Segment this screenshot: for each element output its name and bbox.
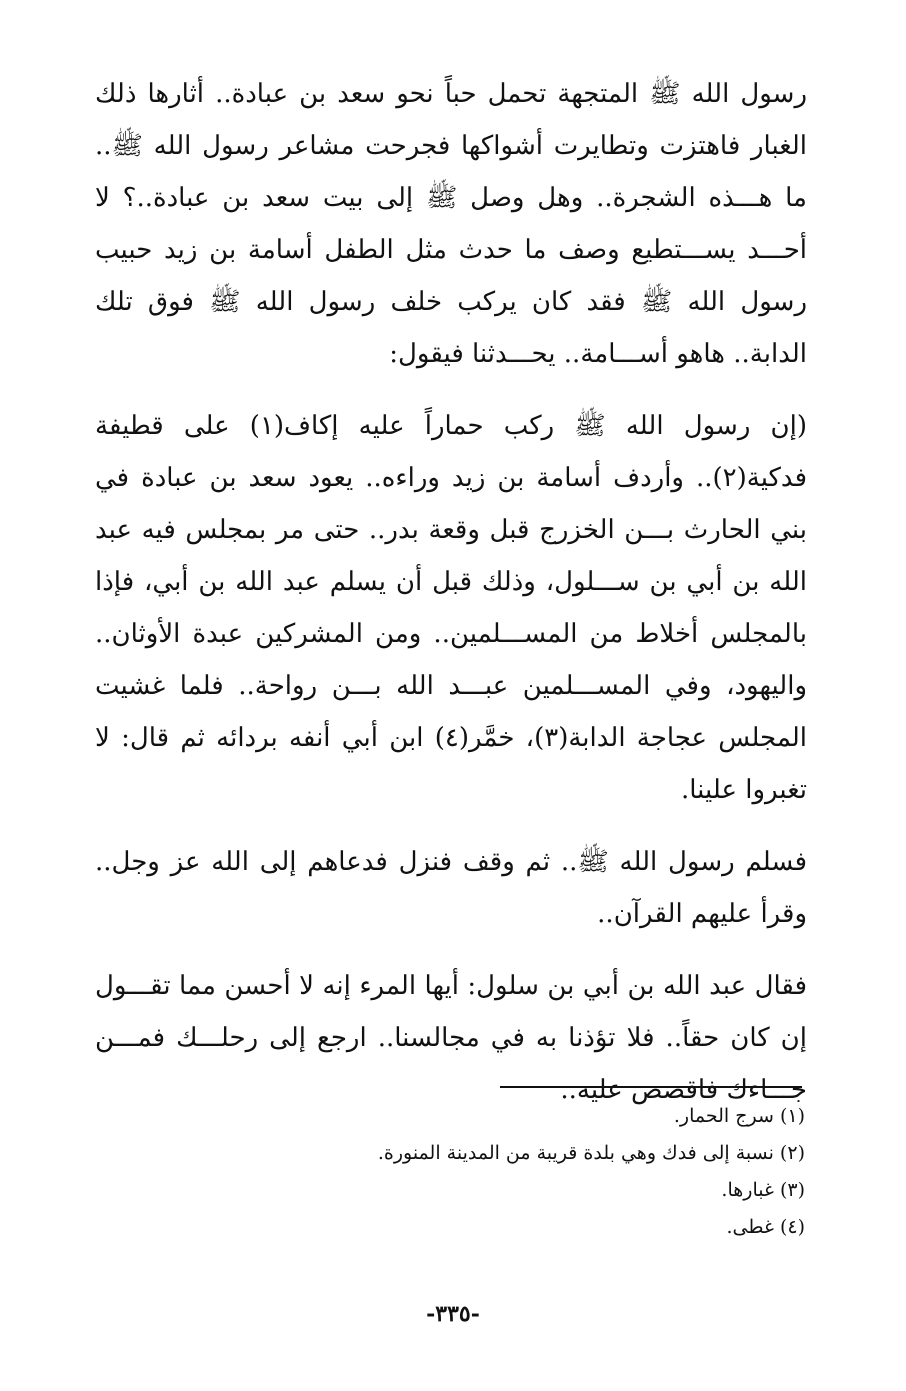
footnotes xyxy=(95,1098,805,1246)
footnote: (٤) غطى. xyxy=(726,1216,805,1238)
paragraph: رسول الله ﷺ المتجهة تحمل حباً نحو سعد بن عبادة.. أثارها ذلك الغبار فاهتزت وتطايرت أشواكها فجرحت مشاعر رسول الله ﷺ.. ما هـــذه الشجرة.. وهل وصل ﷺ إلى بيت سعد بن عبادة..؟ لا أحـــد يســـتطيع وصف ما حدث مثل الطفل أسامة بن زيد حبيب رسول الله ﷺ فقد كان يركب خلف رسول الله ﷺ فوق تلك الدابة.. هاهو أســـامة.. يحـــدثنا فيقول: xyxy=(95,79,807,369)
footnote: (٣) غبارها. xyxy=(721,1179,805,1201)
page-number: -٣٣٥- xyxy=(426,1301,480,1327)
paragraph: فقال عبد الله بن أبي بن سلول: أيها المرء إنه لا أحسن مما تقـــول إن كان حقاً.. فلا تؤذنا به في مجالسنا.. ارجع إلى رحلـــك فمـــن جـــاءك فاقصص عليه.. xyxy=(95,971,807,1105)
body-text xyxy=(95,68,807,1136)
paragraph: فسلم رسول الله ﷺ.. ثم وقف فنزل فدعاهم إلى الله عز وجل.. وقرأ عليهم القرآن.. xyxy=(95,847,807,929)
paragraph: (إن رسول الله ﷺ ركب حماراً عليه إكاف(١) على قطيفة فدكية(٢).. وأردف أسامة بن زيد وراءه.. يعود سعد بن عبادة في بني الحارث بـــن الخزرج قبل وقعة بدر.. حتى مر بمجلس فيه عبد الله بن أبي بن ســـلول، وذلك قبل أن يسلم عبد الله بن أبي، فإذا بالمجلس أخلاط من المســـلمين.. ومن المشركين عبدة الأوثان.. واليهود، وفي المســـلمين عبـــد الله بـــن رواحة.. فلما غشيت المجلس عجاجة الدابة(٣)، خمَّر(٤) ابن أبي أنفه بردائه ثم قال: لا تغبروا علينا. xyxy=(95,411,808,805)
footnote-divider xyxy=(500,1086,802,1088)
footnote: (١) سرج الحمار. xyxy=(673,1105,805,1127)
footnote: (٢) نسبة إلى فدك وهي بلدة قريبة من المدينة المنورة. xyxy=(377,1142,805,1164)
